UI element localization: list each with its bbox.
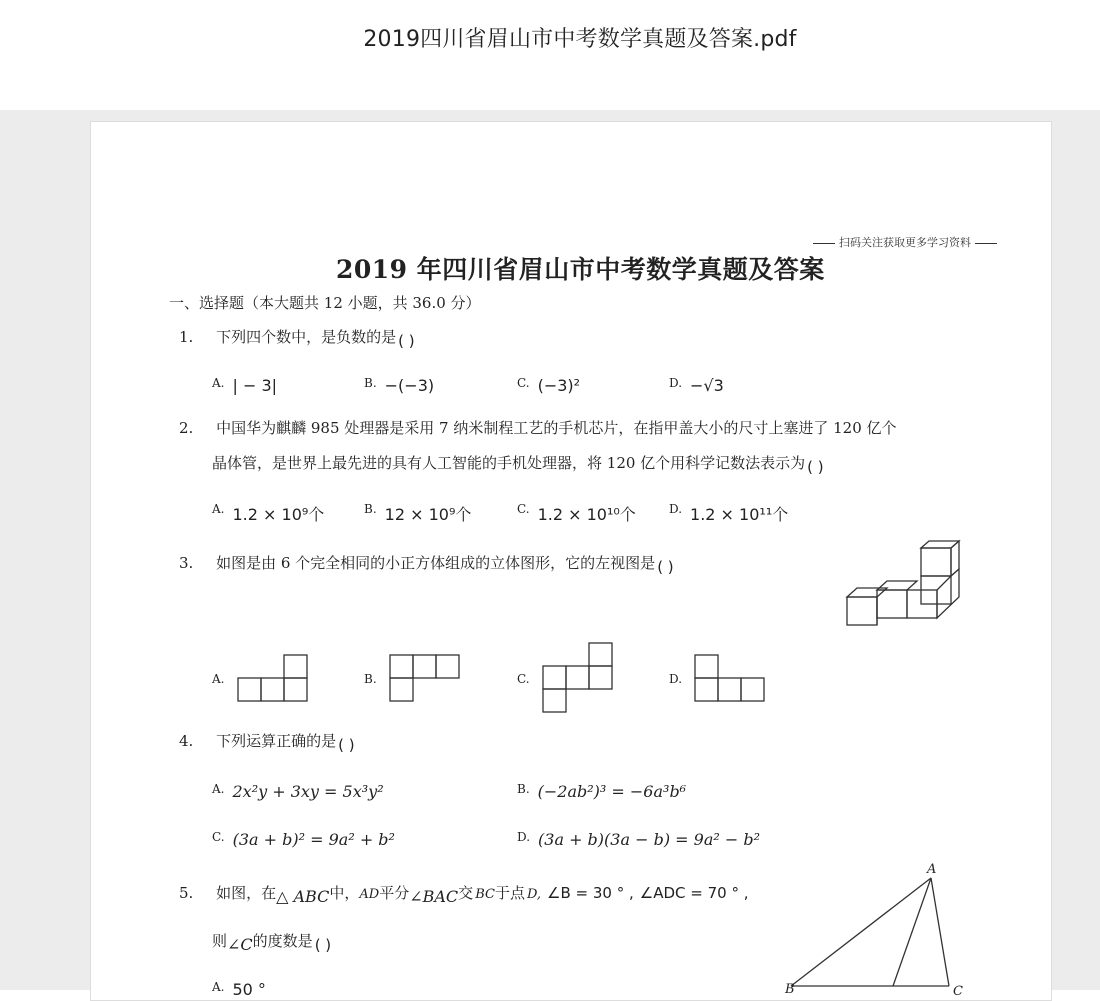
- angle-adc-value: ∠ADC = 70 ° ,: [639, 884, 749, 902]
- option-label: A.: [212, 980, 225, 994]
- option-value: (−3)²: [537, 376, 581, 395]
- banner-rule-right: [975, 243, 997, 244]
- option-label: A.: [212, 672, 225, 686]
- vertex-c-label: C: [953, 984, 963, 999]
- q4-option-d: [517, 830, 760, 849]
- option-label: D.: [669, 376, 683, 390]
- question-2-line2: [212, 452, 824, 476]
- question-2: [179, 417, 897, 438]
- q2-option-d: [669, 502, 788, 525]
- banner-rule-left: [813, 243, 835, 244]
- option-value: (3a + b)² = 9a² + b²: [232, 830, 395, 849]
- answer-paren: ( ): [314, 936, 332, 954]
- option-value: 2x²y + 3xy = 5x³y²: [232, 782, 384, 801]
- q2-option-c: [517, 502, 636, 525]
- angle-b-value: ∠B = 30 ° ,: [547, 884, 634, 902]
- q3-option-d-figure: [694, 652, 774, 704]
- option-label: D.: [669, 672, 683, 686]
- option-label: A.: [212, 502, 225, 516]
- q4-option-a: [212, 782, 384, 801]
- option-label: B.: [364, 672, 377, 686]
- q3-option-a-figure: [237, 652, 317, 704]
- option-label: C.: [517, 502, 530, 516]
- answer-paren: ( ): [338, 736, 355, 754]
- segment-ad: AD: [359, 887, 380, 902]
- q2-option-b: [364, 502, 471, 525]
- question-text-b: 中，: [329, 884, 360, 902]
- question-number: 4.: [179, 732, 194, 750]
- question-number: 2.: [179, 419, 194, 437]
- vertex-a-label: A: [927, 862, 937, 877]
- question-4: [179, 730, 355, 754]
- question-5-line2: [212, 930, 332, 954]
- q1-option-b: [364, 376, 434, 395]
- segment-bc: BC: [475, 887, 495, 902]
- question-text-f: 交: [458, 884, 474, 902]
- option-label: C.: [517, 376, 530, 390]
- option-label: B.: [517, 782, 530, 796]
- triangle-figure: [781, 864, 981, 994]
- q3-option-c-label: [517, 672, 538, 690]
- question-3: [179, 552, 674, 576]
- question-5: [179, 882, 749, 906]
- point-d: D,: [526, 887, 542, 902]
- question-text-d: 平分: [379, 884, 410, 902]
- q1-option-c: [517, 376, 580, 395]
- question-text-h: 于点: [494, 884, 525, 902]
- question-text-line1: 中国华为麒麟 985 处理器是采用 7 纳米制程工艺的手机芯片，在指甲盖大小的尺寸上塞进了 120 亿个: [216, 419, 897, 437]
- q3-option-b-label: [364, 672, 385, 690]
- option-value: 12 × 10⁹个: [384, 505, 472, 524]
- option-value: (−2ab²)³ = −6a³b⁶: [537, 782, 687, 801]
- viewer-header: [0, 0, 1100, 110]
- question-number: 5.: [179, 884, 194, 902]
- banner-text: 扫码关注获取更多学习资料: [839, 236, 971, 249]
- angle-c: ∠C: [227, 935, 253, 954]
- q2-option-a: [212, 502, 324, 525]
- question-number: 3.: [179, 554, 194, 572]
- question-text: 如图是由 6 个完全相同的小正方体组成的立体图形，它的左视图是: [216, 554, 656, 572]
- q3-option-d-label: [669, 672, 690, 690]
- vertex-b-label: B: [785, 982, 795, 997]
- cube-stack-figure: [843, 538, 963, 628]
- angle-bac: ∠BAC: [409, 887, 459, 906]
- q3-option-c-figure: [542, 640, 622, 716]
- q4-option-b: [517, 782, 686, 801]
- question-text-a: 如图，在: [216, 884, 277, 902]
- option-value: 1.2 × 10⁹个: [232, 505, 325, 524]
- option-value: 50 °: [232, 980, 266, 999]
- option-label: A.: [212, 376, 225, 390]
- option-label: D.: [669, 502, 683, 516]
- qr-banner: [809, 234, 1001, 250]
- option-label: D.: [517, 830, 531, 844]
- q3-option-b-figure: [389, 652, 469, 704]
- option-value: 1.2 × 10¹¹个: [690, 505, 789, 524]
- document-title: 2019四川省眉山市中考数学真题及答案.pdf: [363, 27, 797, 52]
- option-value: (3a + b)(3a − b) = 9a² − b²: [538, 830, 761, 849]
- option-label: C.: [212, 830, 225, 844]
- option-value: | − 3|: [232, 376, 278, 395]
- q1-option-a: [212, 376, 277, 395]
- question-text-line2: 晶体管，是世界上最先进的具有人工智能的手机处理器，将 120 亿个用科学记数法表示为: [212, 454, 806, 472]
- option-value: −(−3): [384, 376, 435, 395]
- option-label: A.: [212, 782, 225, 796]
- option-value: −√3: [690, 376, 724, 395]
- q4-option-c: [212, 830, 395, 849]
- answer-paren: ( ): [657, 558, 674, 576]
- q1-option-d: [669, 376, 724, 395]
- question-text: 下列四个数中，是负数的是: [216, 328, 397, 346]
- q3-option-a-label: [212, 672, 232, 690]
- triangle-abc: △ ABC: [276, 887, 330, 906]
- option-label: B.: [364, 502, 377, 516]
- question-1: [179, 326, 415, 350]
- answer-paren: ( ): [398, 332, 415, 350]
- pdf-page: [90, 121, 1052, 1001]
- question-text: 下列运算正确的是: [216, 732, 337, 750]
- option-label: C.: [517, 672, 530, 686]
- option-label: B.: [364, 376, 377, 390]
- question-number: 1.: [179, 328, 194, 346]
- question-text-degree: 的度数是: [252, 932, 313, 950]
- question-text-then: 则: [212, 932, 228, 950]
- paper-title: 2019 年四川省眉山市中考数学真题及答案: [336, 255, 825, 284]
- section-heading: 一、选择题（本大题共 12 小题，共 36.0 分）: [169, 294, 481, 312]
- option-value: 1.2 × 10¹⁰个: [537, 505, 636, 524]
- answer-paren: ( ): [807, 458, 824, 476]
